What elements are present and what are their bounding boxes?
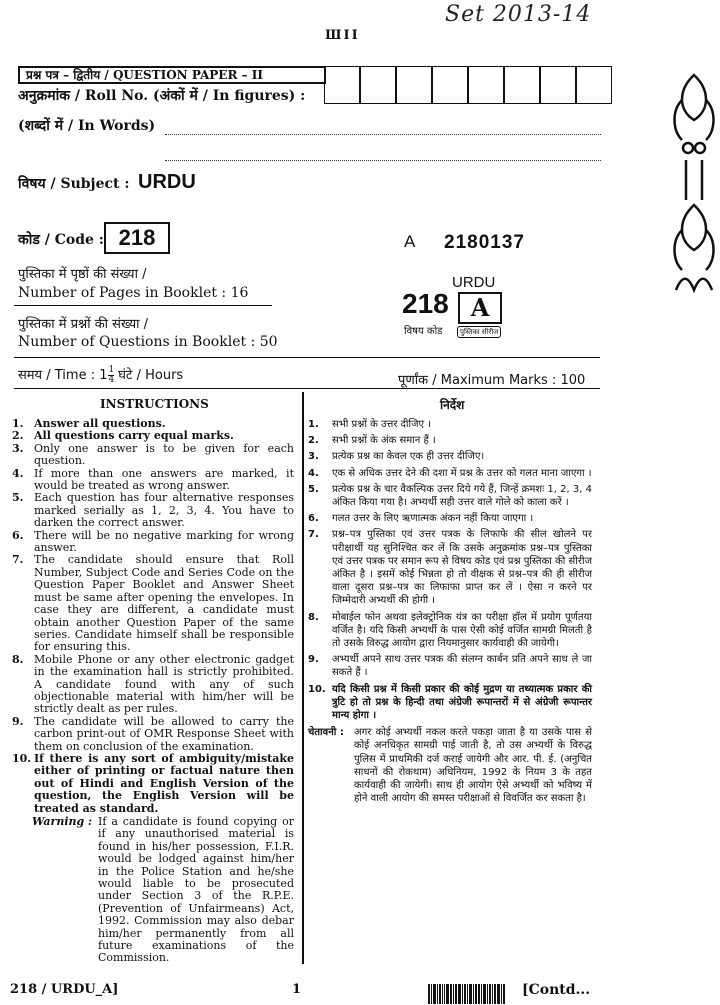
booklet-code-caption: विषय कोड bbox=[404, 326, 443, 337]
pages-label-hi: पुस्तिका में पृष्ठों की संख्या / bbox=[18, 267, 147, 282]
list-item: 1. सभी प्रश्नों के उत्तर दीजिए । bbox=[308, 419, 432, 430]
questions-label-hi: पुस्तिका में प्रश्नों की संख्या / bbox=[18, 317, 148, 332]
instructions-hi bbox=[308, 418, 592, 805]
list-item: 9. The candidate will be allowed to carry the carbon print-out of OMR Response Sheet with them on conclusion of the examination. bbox=[12, 714, 294, 753]
list-item: 7. The candidate should ensure that Roll Number, Subject Code and Series Code on the Question Paper Booklet and Answer Sheet must be same after opening the envelopes. In case they are different, a candidate must obtain another Question Paper of the same series. Candidate himself shall be responsible for ensuring this. bbox=[12, 553, 294, 654]
booklet-set: A bbox=[458, 292, 502, 324]
words-line-2[interactable] bbox=[165, 160, 601, 161]
serial-number: 2180137 bbox=[444, 232, 525, 253]
list-item: 4. If more than one answers are marked, it would be treated as wrong answer. bbox=[12, 466, 294, 493]
booklet-set-caption: पुस्तिका सीरीज bbox=[457, 326, 501, 338]
ornament-border-icon bbox=[668, 70, 720, 305]
warning-text: If a candidate is found copying or if any unauthorised material is found in his/her possession, F.I.R. would be lodged against him/her in the Police Station and he/she would liable to be prosecuted under Section 3 of the R.P.E. (Prevention of Unfairmeans) Act, 1992. Commission may also debar him/her permanently from all future examinations of the Commission. bbox=[98, 815, 294, 965]
warning bbox=[308, 726, 592, 805]
code-value: 218 bbox=[104, 222, 170, 254]
top-mark: ШІІ bbox=[325, 28, 360, 43]
booklet-code: 218 bbox=[402, 288, 449, 319]
list-item: 2. All questions carry equal marks. bbox=[12, 429, 234, 443]
roll-number-boxes[interactable] bbox=[324, 66, 616, 106]
barcode-icon bbox=[428, 984, 505, 1004]
max-marks: पूर्णांक / Maximum Marks : 100 bbox=[398, 373, 586, 388]
list-item: 5. Each question has four alternative responses marked serially as 1, 2, 3, 4. You have to darken the correct answer. bbox=[12, 491, 294, 530]
list-item: 8. मोबाईल फोन अथवा इलेक्ट्रोनिक यंत्र का परीक्षा हॉल में प्रयोग पूर्णतया वर्जित है। यदि किसी अभ्यर्थी के पास ऐसी कोई वर्जित सामग्री मिलती है तो उसके विरुद्ध आयोग द्वारा नियमानुसार कार्यवाही की जायेगी। bbox=[308, 611, 592, 650]
questions-label-en: Number of Questions in Booklet : 50 bbox=[18, 334, 278, 350]
instructions-en bbox=[12, 418, 294, 965]
list-item: 2. सभी प्रश्नों के अंक समान हैं । bbox=[308, 435, 436, 447]
footer-code: 218 / URDU_A] bbox=[10, 982, 119, 997]
list-item: 3. Only one answer is to be given for each question. bbox=[12, 441, 294, 468]
time-divider bbox=[14, 388, 600, 389]
booklet-subject: URDU bbox=[452, 274, 496, 291]
list-item: 10. यदि किसी प्रश्न में किसी प्रकार की कोई मुद्रण या तथ्यात्मक प्रकार की त्रुटि हो तो प्रश्न के हिन्दी तथा अंग्रेजी रूपान्तरों में से अंग्रेजी रूपान्तर मान्य होगा । bbox=[308, 683, 592, 722]
handwritten-note: Set 2013-14 bbox=[445, 2, 592, 27]
subject-label: विषय / Subject : bbox=[18, 176, 130, 192]
pages-underline bbox=[14, 305, 272, 306]
list-item: 10. If there is any sort of ambiguity/mistake either of printing or factual nature then out of Hindi and English Version of the question, the English Version will be treated as standard. bbox=[12, 751, 294, 815]
header-divider bbox=[14, 357, 600, 358]
subject-value: URDU bbox=[138, 171, 196, 193]
pages-label-en: Number of Pages in Booklet : 16 bbox=[18, 285, 249, 301]
list-item: 3. प्रत्येक प्रश्न का केवल एक ही उत्तर दीजिए। bbox=[308, 451, 485, 463]
instructions-hi-title: निर्देश bbox=[440, 398, 465, 412]
warning-label: Warning : bbox=[32, 815, 93, 828]
list-item: 5. प्रत्येक प्रश्न के चार वैकल्पिक उत्तर दिये गये हैं, जिन्हें क्रमशः 1, 2, 3, 4 अंकित किया गया है। अभ्यर्थी सही उत्तर वाले गोले को काला करें । bbox=[308, 483, 592, 509]
warning-label: चेतावनी : bbox=[308, 727, 344, 739]
list-item: 6. There will be no negative marking for wrong answer. bbox=[12, 528, 294, 555]
contd-label: [Contd... bbox=[522, 982, 591, 998]
list-item: 4. एक से अधिक उत्तर देने की दशा में प्रश्न के उत्तर को गलत माना जाएगा । bbox=[308, 467, 592, 479]
set-letter: A bbox=[404, 232, 416, 251]
paper-label-box bbox=[18, 66, 326, 84]
time-suffix: घंटे / Hours bbox=[118, 368, 184, 383]
page-number: 1 bbox=[292, 982, 302, 997]
time-line bbox=[18, 365, 183, 385]
roll-label: अनुक्रमांक / Roll No. (अंकों में / In figures) : bbox=[18, 88, 306, 104]
words-line-1[interactable] bbox=[165, 134, 601, 135]
list-item: 1. Answer all questions. bbox=[12, 417, 166, 430]
list-item: 6. गलत उत्तर के लिए ऋणात्मक अंकन नहीं किया जाएगा । bbox=[308, 513, 534, 525]
instructions-en-title: INSTRUCTIONS bbox=[100, 397, 209, 411]
words-label: (शब्दों में / In Words) bbox=[18, 118, 156, 134]
time-fraction: $\frac{1}{4}$ bbox=[108, 364, 115, 385]
list-item: 7. प्रश्न–पत्र पुस्तिका एवं उत्तर पत्रक के लिफाफे की सील खोलने पर परीक्षार्थी यह सुनिश्चित कर लें कि उसके अनुक्रमांक प्रश्न–पत्र पुस्तिका एवं उत्तर पत्रक पर समान रूप से विषय कोड एवं प्रश्न पुस्तिका की सीरीज अंकित है । इसमें कोई भिन्नता हो तो वीक्षक से प्रश्न–पत्र की ही सीरीज वाला दूसरा प्रश्न–पत्र का लिफाफा प्राप्त कर लें । ऐसा न करने पर जिम्मेदारी अभ्यर्थी की होगी । bbox=[308, 529, 592, 607]
warning bbox=[12, 816, 294, 965]
warning-text: अगर कोई अभ्यर्थी नकल करते पकड़ा जाता है या उसके पास से कोई अनधिकृत सामग्री पाई जाती है, तो उस अभ्यर्थी के विरुद्ध पुलिस में प्राथमिकी दर्ज कराई जायेगी और आर. पी. ई. (अनुचित साधनों की रोकथाम) अधिनियम, 1992 के नियम 3 के तहत कार्यवाही की जायेगी। साथ ही आयोग ऐसे अभ्यर्थी को भविष्य में होने वाली आयोग की समस्त परीक्षाओं से विवर्जित कर सकता है। bbox=[354, 727, 592, 805]
code-label: कोड / Code : bbox=[18, 232, 104, 248]
time-label: समय / Time : 1 bbox=[18, 368, 108, 383]
paper-label: प्रश्न पत्र – द्वितीय / QUESTION PAPER – II bbox=[26, 68, 263, 82]
list-item: 8. Mobile Phone or any other electronic gadget in the examination hall is strictly prohibited. A candidate found with any of such objectionable material with him/her will be strictly dealt as per rules. bbox=[12, 652, 294, 716]
column-divider bbox=[302, 392, 304, 964]
list-item: 9. अभ्यर्थी अपने साथ उत्तर पत्रक की संलग्न कार्बन प्रति अपने साथ ले जा सकते हैं । bbox=[308, 654, 592, 679]
